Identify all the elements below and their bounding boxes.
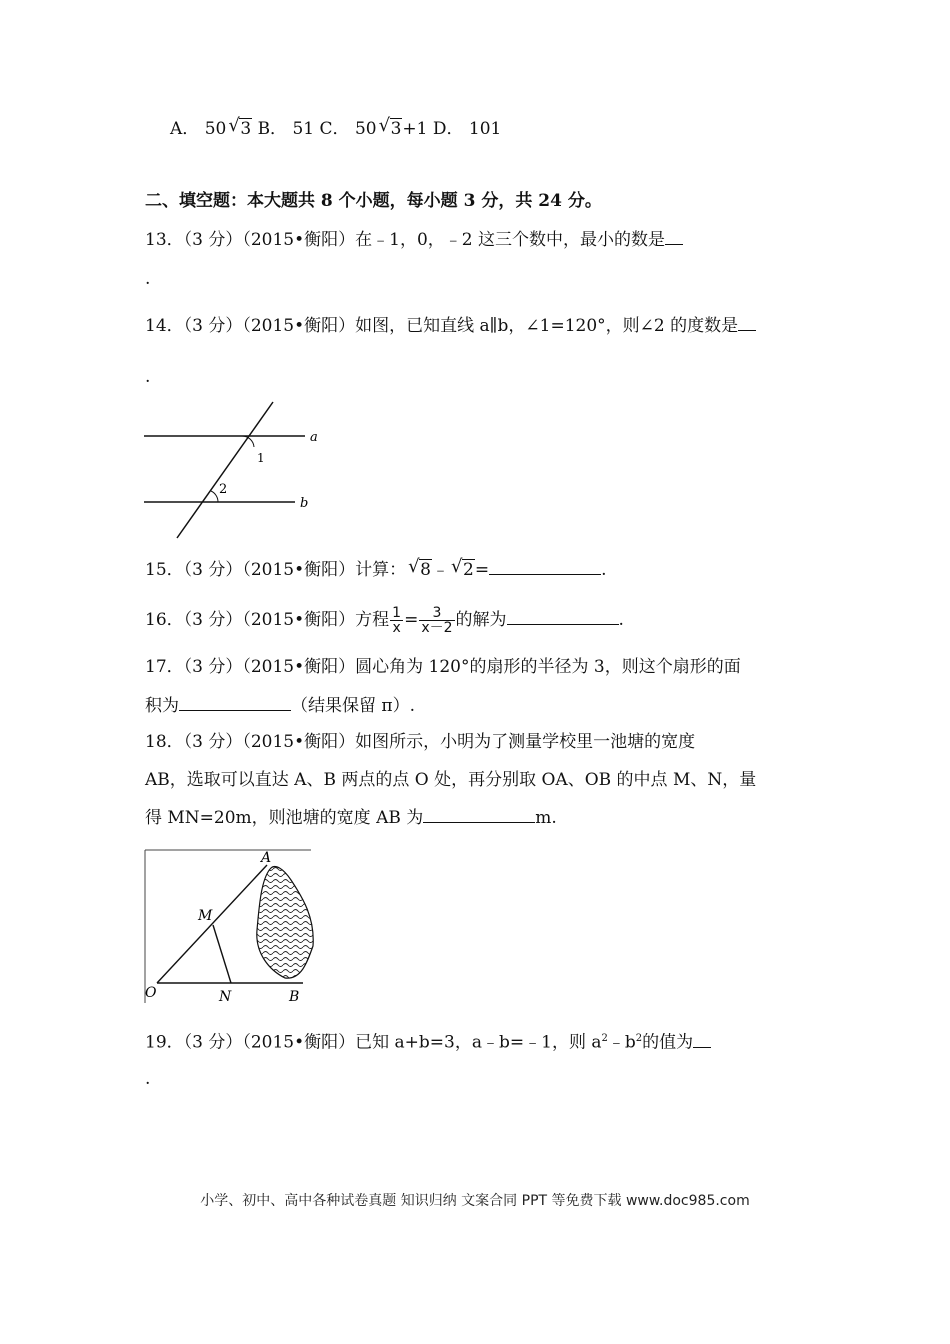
fraction-3-over-x-minus-2: $\frac{3}{x-2}$: [421, 605, 453, 636]
exponent-1: 2: [601, 1033, 608, 1044]
question-14-tail: .: [145, 367, 151, 387]
label-B: B: [289, 989, 300, 1005]
option-d-label: D．: [432, 119, 464, 139]
question-19-suffix: 的值为: [642, 1032, 694, 1053]
pond-triangle-figure: [143, 848, 315, 1006]
option-b-label: B．: [257, 119, 288, 139]
question-13-tail: .: [145, 269, 151, 289]
section-heading: 二、填空题：本大题共 8 个小题，每小题 3 分，共 24 分。: [145, 191, 602, 211]
answer-blank-19[interactable]: [693, 1031, 711, 1048]
question-17-line-2: [145, 694, 415, 717]
question-18-line-1: 18．（3 分）（2015•衡阳）如图所示，小明为了测量学校里一池塘的宽度: [145, 732, 696, 752]
question-16-tail: .: [618, 610, 624, 630]
question-16-suffix: 的解为: [455, 610, 507, 630]
question-18-prefix: 得 MN=20m，则池塘的宽度 AB 为: [145, 808, 424, 828]
question-17-suffix: （结果保留 π）.: [291, 696, 415, 716]
sqrt-8: √ 8: [408, 556, 431, 580]
option-a-value: 50 √ 3: [204, 115, 252, 139]
label-N: N: [219, 989, 232, 1005]
question-18-line-3: [145, 806, 557, 829]
question-16: [145, 606, 624, 635]
answer-blank-16[interactable]: [507, 608, 619, 625]
equals-sign: =: [474, 560, 490, 580]
transversal-line: [177, 402, 273, 538]
answer-blank-14[interactable]: [738, 314, 756, 331]
exponent-2: 2: [635, 1033, 643, 1044]
question-17-line-1: 17．（3 分）（2015•衡阳）圆心角为 120°的扇形的半径为 3，则这个扇形的面: [145, 657, 741, 677]
question-14: [145, 314, 756, 337]
question-16-text: 16．（3 分）（2015•衡阳）方程: [145, 610, 390, 630]
question-14-text: 14．（3 分）（2015•衡阳）如图，已知直线 a∥b，∠1=120°，则∠2 的度数是: [145, 316, 739, 336]
question-15-text: 15．（3 分）（2015•衡阳）计算：: [145, 560, 407, 580]
sqrt-2: √ 2: [450, 556, 474, 580]
label-b: b: [300, 496, 309, 511]
option-a-label: A．: [170, 119, 200, 139]
option-c-label: C．: [319, 119, 350, 139]
answer-blank-15[interactable]: [489, 558, 601, 575]
page-footer: 小学、初中、高中各种试卷真题 知识归纳 文案合同 PPT 等免费下载 www.doc985.com: [200, 1193, 750, 1209]
question-19-mid: ﹣b: [607, 1032, 636, 1053]
question-17-prefix: 积为: [145, 696, 179, 716]
answer-blank-18[interactable]: [423, 806, 535, 823]
label-a: a: [310, 430, 318, 445]
question-19-text: 19．（3 分）（2015•衡阳）已知 a+b=3，a﹣b=﹣1，则 a: [145, 1032, 602, 1053]
label-O: O: [145, 985, 157, 1001]
question-13: [145, 228, 683, 251]
segment-MN: [213, 925, 231, 983]
option-b-value: 51: [292, 119, 315, 139]
question-18-line-2: AB，选取可以直达 A、B 两点的点 O 处，再分别取 OA、OB 的中点 M、N，量: [145, 770, 757, 790]
answer-blank-17[interactable]: [179, 694, 291, 711]
question-15-tail: .: [601, 560, 607, 580]
label-A: A: [261, 850, 272, 866]
question-19: [145, 1028, 711, 1054]
options-line: [170, 115, 502, 140]
option-d-value: 101: [468, 119, 502, 139]
question-15: [145, 558, 606, 581]
minus-sign: ﹣: [431, 560, 449, 580]
option-c-value: 50 √ 3+1: [354, 115, 428, 139]
angle-1-arc: [242, 436, 254, 447]
parallel-lines-figure: [140, 398, 330, 543]
label-M: M: [198, 908, 213, 924]
question-13-text: 13．（3 分）（2015•衡阳）在﹣1，0，﹣2 这三个数中，最小的数是: [145, 230, 665, 250]
question-19-tail: .: [145, 1069, 151, 1089]
question-18-suffix: m.: [535, 808, 557, 828]
pond-shape: [257, 867, 313, 979]
equals-sign: =: [404, 610, 419, 630]
label-angle-2: 2: [219, 482, 228, 497]
answer-blank-13[interactable]: [665, 228, 683, 245]
angle-2-arc: [211, 491, 218, 502]
label-angle-1: 1: [257, 451, 265, 465]
segment-OA: [157, 865, 267, 983]
fraction-1-over-x: $\frac{1}{x}$: [392, 605, 402, 636]
